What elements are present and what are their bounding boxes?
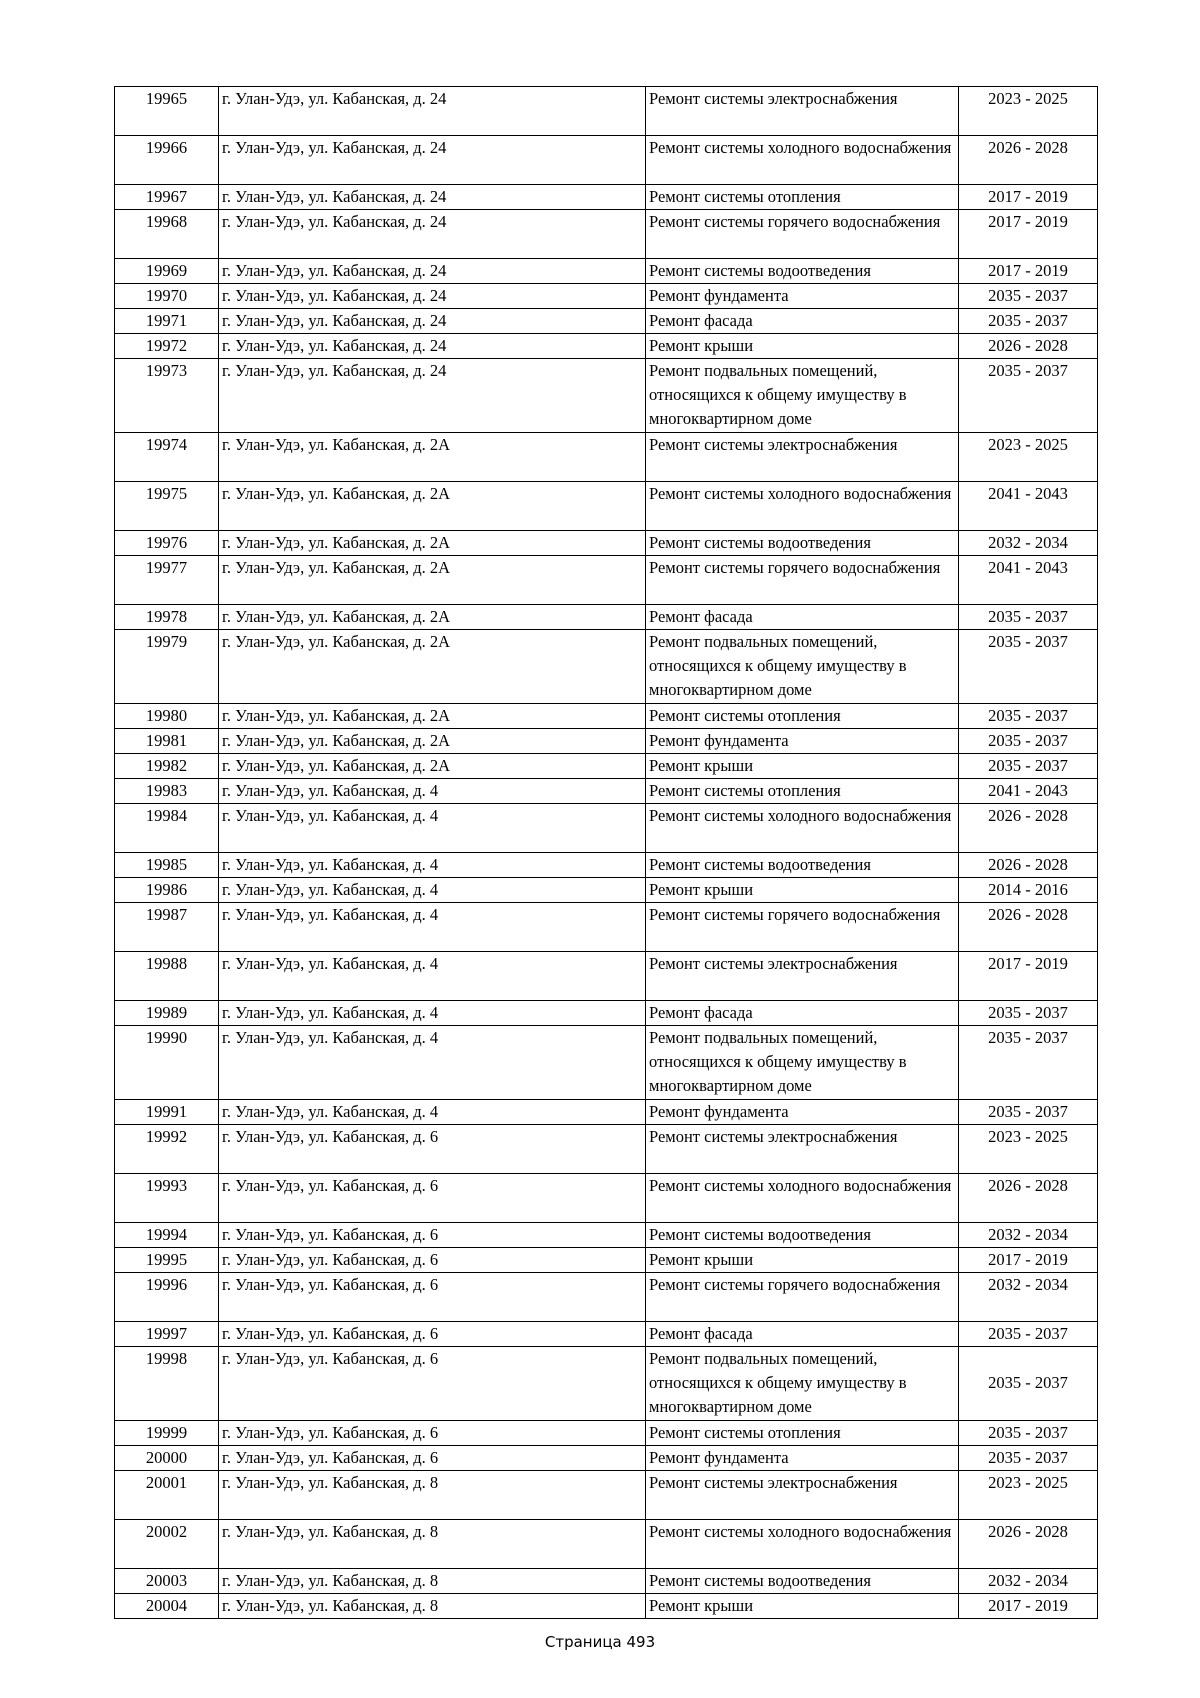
table-row — [115, 1445, 1098, 1470]
row-address: г. Улан-Удэ, ул. Кабанская, д. 4 — [219, 1001, 646, 1026]
row-work-type: Ремонт фундамента — [646, 284, 959, 309]
row-number: 19970 — [115, 284, 219, 309]
table-row — [115, 630, 1098, 704]
table-row — [115, 1322, 1098, 1347]
row-number: 19998 — [115, 1347, 219, 1421]
row-address: г. Улан-Удэ, ул. Кабанская, д. 24 — [219, 136, 646, 185]
table-row — [115, 284, 1098, 309]
repair-schedule-table — [114, 86, 1098, 1619]
row-address: г. Улан-Удэ, ул. Кабанская, д. 4 — [219, 902, 646, 951]
row-work-type: Ремонт системы электроснабжения — [646, 952, 959, 1001]
row-address: г. Улан-Удэ, ул. Кабанская, д. 2А — [219, 703, 646, 728]
row-work-type: Ремонт системы водоотведения — [646, 259, 959, 284]
row-work-type: Ремонт фундамента — [646, 1445, 959, 1470]
row-address: г. Улан-Удэ, ул. Кабанская, д. 2А — [219, 753, 646, 778]
row-number: 19992 — [115, 1124, 219, 1173]
table-row — [115, 432, 1098, 481]
row-period: 2035 - 2037 — [959, 1322, 1098, 1347]
row-address: г. Улан-Удэ, ул. Кабанская, д. 2А — [219, 728, 646, 753]
row-period: 2035 - 2037 — [959, 1099, 1098, 1124]
row-address: г. Улан-Удэ, ул. Кабанская, д. 24 — [219, 309, 646, 334]
table-row — [115, 1124, 1098, 1173]
row-work-type: Ремонт крыши — [646, 1593, 959, 1618]
row-number: 19981 — [115, 728, 219, 753]
row-address: г. Улан-Удэ, ул. Кабанская, д. 6 — [219, 1445, 646, 1470]
row-period: 2023 - 2025 — [959, 1470, 1098, 1519]
row-address: г. Улан-Удэ, ул. Кабанская, д. 6 — [219, 1420, 646, 1445]
row-period: 2017 - 2019 — [959, 1593, 1098, 1618]
table-row — [115, 482, 1098, 531]
row-number: 19980 — [115, 703, 219, 728]
row-period: 2035 - 2037 — [959, 1420, 1098, 1445]
row-number: 20000 — [115, 1445, 219, 1470]
row-address: г. Улан-Удэ, ул. Кабанская, д. 2А — [219, 482, 646, 531]
row-address: г. Улан-Удэ, ул. Кабанская, д. 6 — [219, 1124, 646, 1173]
row-number: 19996 — [115, 1272, 219, 1321]
table-row — [115, 334, 1098, 359]
row-number: 19984 — [115, 803, 219, 852]
row-work-type: Ремонт системы водоотведения — [646, 852, 959, 877]
row-work-type: Ремонт системы холодного водоснабжения — [646, 136, 959, 185]
row-number: 20002 — [115, 1519, 219, 1568]
row-address: г. Улан-Удэ, ул. Кабанская, д. 6 — [219, 1247, 646, 1272]
row-period: 2032 - 2034 — [959, 1222, 1098, 1247]
row-work-type: Ремонт системы водоотведения — [646, 1568, 959, 1593]
row-period: 2041 - 2043 — [959, 556, 1098, 605]
row-number: 19974 — [115, 432, 219, 481]
row-period: 2035 - 2037 — [959, 1445, 1098, 1470]
row-work-type: Ремонт системы электроснабжения — [646, 1124, 959, 1173]
row-period: 2026 - 2028 — [959, 852, 1098, 877]
row-work-type: Ремонт системы холодного водоснабжения — [646, 1519, 959, 1568]
row-address: г. Улан-Удэ, ул. Кабанская, д. 8 — [219, 1519, 646, 1568]
row-period: 2017 - 2019 — [959, 952, 1098, 1001]
row-work-type: Ремонт крыши — [646, 877, 959, 902]
table-row — [115, 1222, 1098, 1247]
row-number: 19997 — [115, 1322, 219, 1347]
row-period: 2032 - 2034 — [959, 1568, 1098, 1593]
row-work-type: Ремонт системы отопления — [646, 778, 959, 803]
table-row — [115, 531, 1098, 556]
row-number: 19985 — [115, 852, 219, 877]
row-address: г. Улан-Удэ, ул. Кабанская, д. 6 — [219, 1173, 646, 1222]
table-row — [115, 877, 1098, 902]
row-work-type: Ремонт подвальных помещений, относящихся к общему имуществу в многоквартирном доме — [646, 1347, 959, 1421]
row-work-type: Ремонт фасада — [646, 605, 959, 630]
row-period: 2017 - 2019 — [959, 185, 1098, 210]
row-number: 19969 — [115, 259, 219, 284]
row-period: 2035 - 2037 — [959, 359, 1098, 433]
row-number: 19972 — [115, 334, 219, 359]
row-period: 2023 - 2025 — [959, 1124, 1098, 1173]
row-address: г. Улан-Удэ, ул. Кабанская, д. 24 — [219, 284, 646, 309]
row-period: 2035 - 2037 — [959, 309, 1098, 334]
row-period: 2026 - 2028 — [959, 136, 1098, 185]
row-work-type: Ремонт фундамента — [646, 1099, 959, 1124]
row-work-type: Ремонт фасада — [646, 1322, 959, 1347]
row-work-type: Ремонт системы горячего водоснабжения — [646, 210, 959, 259]
table-row — [115, 753, 1098, 778]
row-period: 2035 - 2037 — [959, 605, 1098, 630]
row-number: 19999 — [115, 1420, 219, 1445]
row-work-type: Ремонт системы горячего водоснабжения — [646, 1272, 959, 1321]
row-work-type: Ремонт системы отопления — [646, 703, 959, 728]
table-row — [115, 952, 1098, 1001]
row-address: г. Улан-Удэ, ул. Кабанская, д. 24 — [219, 359, 646, 433]
row-work-type: Ремонт системы водоотведения — [646, 531, 959, 556]
table-row — [115, 605, 1098, 630]
row-address: г. Улан-Удэ, ул. Кабанская, д. 4 — [219, 852, 646, 877]
row-period: 2026 - 2028 — [959, 1519, 1098, 1568]
row-period: 2026 - 2028 — [959, 803, 1098, 852]
row-address: г. Улан-Удэ, ул. Кабанская, д. 6 — [219, 1272, 646, 1321]
row-period: 2014 - 2016 — [959, 877, 1098, 902]
row-period: 2026 - 2028 — [959, 902, 1098, 951]
table-row — [115, 136, 1098, 185]
row-number: 20004 — [115, 1593, 219, 1618]
table-row — [115, 703, 1098, 728]
row-address: г. Улан-Удэ, ул. Кабанская, д. 4 — [219, 1026, 646, 1100]
table-row — [115, 1519, 1098, 1568]
row-address: г. Улан-Удэ, ул. Кабанская, д. 24 — [219, 259, 646, 284]
table-row — [115, 359, 1098, 433]
row-number: 19994 — [115, 1222, 219, 1247]
row-period: 2026 - 2028 — [959, 1173, 1098, 1222]
row-work-type: Ремонт фундамента — [646, 728, 959, 753]
row-work-type: Ремонт подвальных помещений, относящихся к общему имуществу в многоквартирном доме — [646, 359, 959, 433]
row-address: г. Улан-Удэ, ул. Кабанская, д. 24 — [219, 87, 646, 136]
table-row — [115, 902, 1098, 951]
row-period: 2041 - 2043 — [959, 482, 1098, 531]
row-work-type: Ремонт подвальных помещений, относящихся к общему имуществу в многоквартирном доме — [646, 1026, 959, 1100]
row-address: г. Улан-Удэ, ул. Кабанская, д. 6 — [219, 1322, 646, 1347]
row-number: 19982 — [115, 753, 219, 778]
row-period: 2041 - 2043 — [959, 778, 1098, 803]
table-row — [115, 1420, 1098, 1445]
row-period: 2035 - 2037 — [959, 728, 1098, 753]
row-address: г. Улан-Удэ, ул. Кабанская, д. 2А — [219, 432, 646, 481]
table-row — [115, 1568, 1098, 1593]
table-row — [115, 1347, 1098, 1421]
row-number: 19989 — [115, 1001, 219, 1026]
table-row — [115, 1026, 1098, 1100]
row-work-type: Ремонт системы горячего водоснабжения — [646, 902, 959, 951]
row-work-type: Ремонт системы электроснабжения — [646, 432, 959, 481]
row-address: г. Улан-Удэ, ул. Кабанская, д. 24 — [219, 185, 646, 210]
row-work-type: Ремонт системы водоотведения — [646, 1222, 959, 1247]
row-work-type: Ремонт системы холодного водоснабжения — [646, 1173, 959, 1222]
row-work-type: Ремонт системы отопления — [646, 1420, 959, 1445]
row-number: 19991 — [115, 1099, 219, 1124]
row-number: 19983 — [115, 778, 219, 803]
row-address: г. Улан-Удэ, ул. Кабанская, д. 6 — [219, 1222, 646, 1247]
row-work-type: Ремонт крыши — [646, 1247, 959, 1272]
row-address: г. Улан-Удэ, ул. Кабанская, д. 2А — [219, 605, 646, 630]
row-address: г. Улан-Удэ, ул. Кабанская, д. 2А — [219, 531, 646, 556]
row-number: 19976 — [115, 531, 219, 556]
row-period: 2017 - 2019 — [959, 210, 1098, 259]
row-address: г. Улан-Удэ, ул. Кабанская, д. 4 — [219, 877, 646, 902]
row-period: 2035 - 2037 — [959, 753, 1098, 778]
row-address: г. Улан-Удэ, ул. Кабанская, д. 4 — [219, 778, 646, 803]
row-period: 2017 - 2019 — [959, 259, 1098, 284]
row-address: г. Улан-Удэ, ул. Кабанская, д. 6 — [219, 1347, 646, 1421]
row-work-type: Ремонт системы отопления — [646, 185, 959, 210]
row-number: 19965 — [115, 87, 219, 136]
row-number: 19993 — [115, 1173, 219, 1222]
row-address: г. Улан-Удэ, ул. Кабанская, д. 8 — [219, 1593, 646, 1618]
row-number: 19968 — [115, 210, 219, 259]
row-number: 19990 — [115, 1026, 219, 1100]
row-number: 19978 — [115, 605, 219, 630]
table-row — [115, 556, 1098, 605]
table-row — [115, 1099, 1098, 1124]
row-number: 19987 — [115, 902, 219, 951]
table-body — [115, 87, 1098, 1619]
table-row — [115, 728, 1098, 753]
table-row — [115, 803, 1098, 852]
row-work-type: Ремонт крыши — [646, 753, 959, 778]
row-work-type: Ремонт подвальных помещений, относящихся к общему имуществу в многоквартирном доме — [646, 630, 959, 704]
row-address: г. Улан-Удэ, ул. Кабанская, д. 8 — [219, 1470, 646, 1519]
row-address: г. Улан-Удэ, ул. Кабанская, д. 2А — [219, 630, 646, 704]
row-address: г. Улан-Удэ, ул. Кабанская, д. 4 — [219, 952, 646, 1001]
row-period: 2035 - 2037 — [959, 284, 1098, 309]
table-row — [115, 1001, 1098, 1026]
table-row — [115, 185, 1098, 210]
row-period: 2035 - 2037 — [959, 1347, 1098, 1421]
row-address: г. Улан-Удэ, ул. Кабанская, д. 4 — [219, 1099, 646, 1124]
row-period: 2035 - 2037 — [959, 630, 1098, 704]
row-period: 2035 - 2037 — [959, 703, 1098, 728]
row-period: 2023 - 2025 — [959, 87, 1098, 136]
table-row — [115, 309, 1098, 334]
row-number: 19967 — [115, 185, 219, 210]
row-period: 2023 - 2025 — [959, 432, 1098, 481]
table-row — [115, 1173, 1098, 1222]
page-number: Страница 493 — [544, 1633, 656, 1651]
row-number: 19973 — [115, 359, 219, 433]
row-address: г. Улан-Удэ, ул. Кабанская, д. 24 — [219, 210, 646, 259]
table-row — [115, 1593, 1098, 1618]
row-work-type: Ремонт фасада — [646, 309, 959, 334]
row-period: 2035 - 2037 — [959, 1026, 1098, 1100]
row-number: 19966 — [115, 136, 219, 185]
row-address: г. Улан-Удэ, ул. Кабанская, д. 24 — [219, 334, 646, 359]
row-number: 19971 — [115, 309, 219, 334]
row-period: 2032 - 2034 — [959, 1272, 1098, 1321]
table-row — [115, 210, 1098, 259]
table-row — [115, 87, 1098, 136]
row-number: 20001 — [115, 1470, 219, 1519]
row-number: 19979 — [115, 630, 219, 704]
row-period: 2017 - 2019 — [959, 1247, 1098, 1272]
row-number: 19975 — [115, 482, 219, 531]
row-address: г. Улан-Удэ, ул. Кабанская, д. 4 — [219, 803, 646, 852]
table-row — [115, 1247, 1098, 1272]
table-row — [115, 259, 1098, 284]
row-address: г. Улан-Удэ, ул. Кабанская, д. 8 — [219, 1568, 646, 1593]
row-period: 2035 - 2037 — [959, 1001, 1098, 1026]
row-number: 19995 — [115, 1247, 219, 1272]
row-number: 20003 — [115, 1568, 219, 1593]
row-number: 19977 — [115, 556, 219, 605]
row-work-type: Ремонт системы холодного водоснабжения — [646, 803, 959, 852]
table-row — [115, 1470, 1098, 1519]
row-work-type: Ремонт системы электроснабжения — [646, 87, 959, 136]
row-number: 19988 — [115, 952, 219, 1001]
row-work-type: Ремонт крыши — [646, 334, 959, 359]
table-row — [115, 778, 1098, 803]
row-period: 2032 - 2034 — [959, 531, 1098, 556]
table-row — [115, 852, 1098, 877]
row-number: 19986 — [115, 877, 219, 902]
row-period: 2026 - 2028 — [959, 334, 1098, 359]
row-work-type: Ремонт системы холодного водоснабжения — [646, 482, 959, 531]
row-address: г. Улан-Удэ, ул. Кабанская, д. 2А — [219, 556, 646, 605]
table-row — [115, 1272, 1098, 1321]
row-work-type: Ремонт системы горячего водоснабжения — [646, 556, 959, 605]
row-work-type: Ремонт фасада — [646, 1001, 959, 1026]
row-work-type: Ремонт системы электроснабжения — [646, 1470, 959, 1519]
